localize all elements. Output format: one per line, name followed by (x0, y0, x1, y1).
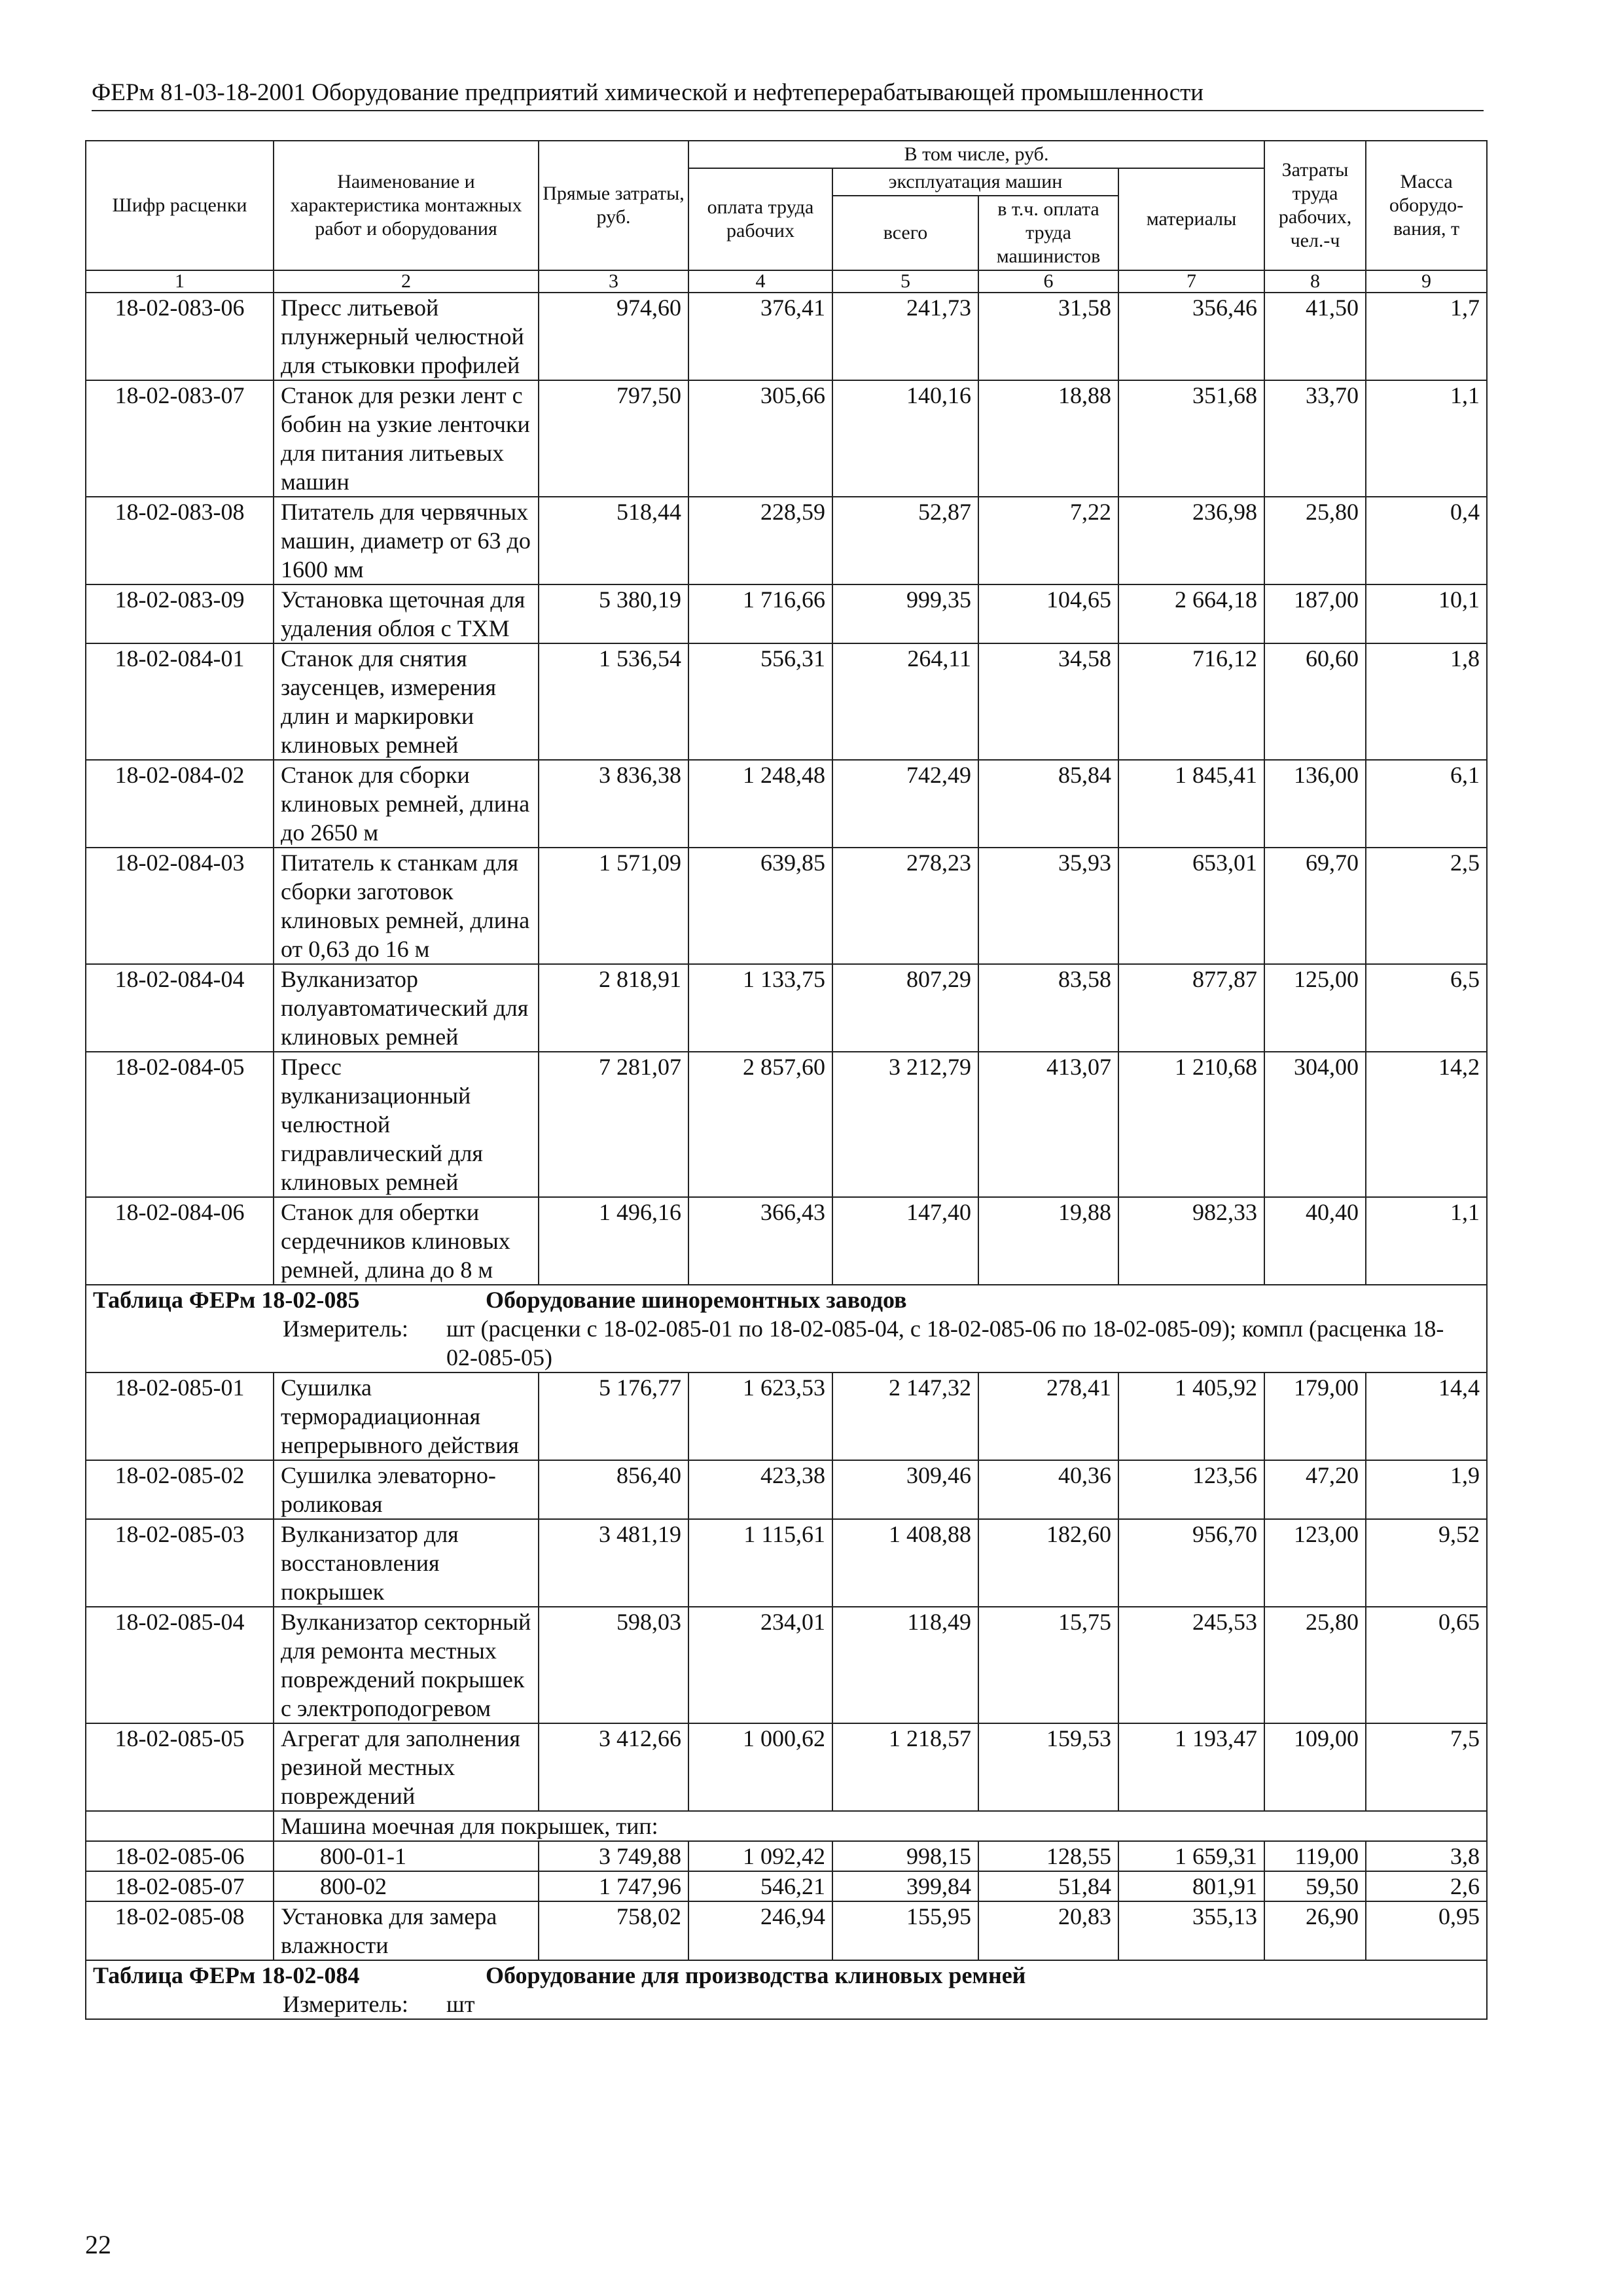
cell-mass: 3,8 (1366, 1841, 1487, 1871)
cell-code: 18-02-083-09 (86, 584, 274, 643)
cell-machines: 999,35 (832, 584, 978, 643)
header-mass: Масса оборудо-вания, т (1366, 141, 1487, 270)
cell-name: Сушилка элеваторно-роликовая (274, 1460, 539, 1519)
cell-name: Установка для замера влажности (274, 1901, 539, 1960)
cell-code: 18-02-083-08 (86, 497, 274, 584)
cell-hours: 40,40 (1264, 1197, 1366, 1285)
cell-mass: 14,4 (1366, 1372, 1487, 1460)
cell-machines: 998,15 (832, 1841, 978, 1871)
cell-machinists: 51,84 (978, 1871, 1118, 1901)
col-number: 9 (1366, 270, 1487, 293)
cell-code: 18-02-085-06 (86, 1841, 274, 1871)
cell-hours: 69,70 (1264, 848, 1366, 964)
cell-mass: 6,1 (1366, 760, 1487, 848)
table-row (86, 380, 1487, 497)
cell-machinists: 34,58 (978, 643, 1118, 760)
cell-mass: 7,5 (1366, 1723, 1487, 1811)
cell-labor: 1 133,75 (688, 964, 832, 1052)
section-085-title-row (86, 1285, 1487, 1314)
cell-hours: 179,00 (1264, 1372, 1366, 1460)
cell-direct: 5 380,19 (539, 584, 688, 643)
cell-labor: 1 248,48 (688, 760, 832, 848)
cell-materials: 1 210,68 (1118, 1052, 1264, 1197)
cell-machines: 155,95 (832, 1901, 978, 1960)
table-row (86, 1052, 1487, 1197)
cell-labor: 1 716,66 (688, 584, 832, 643)
cell-machines: 309,46 (832, 1460, 978, 1519)
cell-machines: 1 218,57 (832, 1723, 978, 1811)
cell-direct: 2 818,91 (539, 964, 688, 1052)
cell-machinists: 159,53 (978, 1723, 1118, 1811)
cell-labor: 305,66 (688, 380, 832, 497)
header-machines-total: всего (832, 196, 978, 270)
cell-mass: 2,5 (1366, 848, 1487, 964)
header-materials: материалы (1118, 168, 1264, 270)
column-numbers-row (86, 270, 1487, 293)
table-row (86, 964, 1487, 1052)
cell-direct: 3 836,38 (539, 760, 688, 848)
cell-direct: 7 281,07 (539, 1052, 688, 1197)
cell-mass: 1,8 (1366, 643, 1487, 760)
cell-machinists: 128,55 (978, 1841, 1118, 1871)
cell-direct: 5 176,77 (539, 1372, 688, 1460)
cell-hours: 304,00 (1264, 1052, 1366, 1197)
cell-name: Станок для обертки сердечников клиновых ремней, длина до 8 м (274, 1197, 539, 1285)
cell-name: Вулканизатор полуавтоматический для клиновых ремней (274, 964, 539, 1052)
cell-code: 18-02-084-01 (86, 643, 274, 760)
col-number: 1 (86, 270, 274, 293)
cell-mass: 1,9 (1366, 1460, 1487, 1519)
cell-machines: 3 212,79 (832, 1052, 978, 1197)
cell-direct: 758,02 (539, 1901, 688, 1960)
table-row (86, 584, 1487, 643)
cell-materials: 801,91 (1118, 1871, 1264, 1901)
cell-name: Вулканизатор для восстановления покрышек (274, 1519, 539, 1607)
cell-direct: 3 749,88 (539, 1841, 688, 1871)
cell-direct: 3 412,66 (539, 1723, 688, 1811)
cell-mass: 9,52 (1366, 1519, 1487, 1607)
cell-machinists: 35,93 (978, 848, 1118, 964)
cell-name: Установка щеточная для удаления облоя с ТХМ (274, 584, 539, 643)
cell-mass: 1,7 (1366, 293, 1487, 380)
section-084-measure-label: Измеритель: (283, 1991, 408, 2017)
section-085-measure: шт (расценки с 18-02-085-01 по 18-02-085-04, с 18-02-085-06 по 18-02-085-09); компл (расценка 18-02-085-05) (446, 1316, 1444, 1371)
cell-mass: 0,4 (1366, 497, 1487, 584)
subgroup-code-cell (86, 1811, 274, 1841)
cell-labor: 1 000,62 (688, 1723, 832, 1811)
cell-code: 18-02-085-04 (86, 1607, 274, 1723)
cell-hours: 109,00 (1264, 1723, 1366, 1811)
cell-direct: 1 747,96 (539, 1871, 688, 1901)
cell-name: Питатель для червячных машин, диаметр от 63 до 1600 мм (274, 497, 539, 584)
cell-materials: 716,12 (1118, 643, 1264, 760)
cell-direct: 856,40 (539, 1460, 688, 1519)
cell-name: Вулканизатор секторный для ремонта местных повреждений покрышек с электроподогревом (274, 1607, 539, 1723)
cell-mass: 14,2 (1366, 1052, 1487, 1197)
cell-machinists: 182,60 (978, 1519, 1118, 1607)
cell-machinists: 104,65 (978, 584, 1118, 643)
cell-materials: 1 193,47 (1118, 1723, 1264, 1811)
cell-hours: 47,20 (1264, 1460, 1366, 1519)
cell-code: 18-02-083-06 (86, 293, 274, 380)
section-085-label: Таблица ФЕРм 18-02-085 (93, 1287, 360, 1313)
cell-code: 18-02-084-03 (86, 848, 274, 964)
cell-labor: 234,01 (688, 1607, 832, 1723)
cell-code: 18-02-084-05 (86, 1052, 274, 1197)
cell-machinists: 278,41 (978, 1372, 1118, 1460)
cell-machines: 1 408,88 (832, 1519, 978, 1607)
table-row (86, 1871, 1487, 1901)
table-row (86, 1723, 1487, 1811)
cell-code: 18-02-085-05 (86, 1723, 274, 1811)
rates-table (85, 140, 1488, 2020)
table-row (86, 1607, 1487, 1723)
col-number: 6 (978, 270, 1118, 293)
cell-labor: 546,21 (688, 1871, 832, 1901)
cell-machinists: 15,75 (978, 1607, 1118, 1723)
cell-labor: 2 857,60 (688, 1052, 832, 1197)
cell-machinists: 19,88 (978, 1197, 1118, 1285)
cell-direct: 797,50 (539, 380, 688, 497)
cell-materials: 982,33 (1118, 1197, 1264, 1285)
cell-materials: 245,53 (1118, 1607, 1264, 1723)
cell-materials: 2 664,18 (1118, 584, 1264, 643)
cell-materials: 355,13 (1118, 1901, 1264, 1960)
cell-code: 18-02-085-02 (86, 1460, 274, 1519)
cell-name: Станок для резки лент с бобин на узкие ленточки для питания литьевых машин (274, 380, 539, 497)
cell-hours: 25,80 (1264, 1607, 1366, 1723)
cell-name (274, 1871, 539, 1901)
cell-hours: 25,80 (1264, 497, 1366, 584)
cell-machines: 2 147,32 (832, 1372, 978, 1460)
cell-machines: 399,84 (832, 1871, 978, 1901)
header-code: Шифр расценки (86, 141, 274, 270)
table-body (86, 270, 1487, 1960)
cell-machines: 278,23 (832, 848, 978, 964)
cell-direct: 518,44 (539, 497, 688, 584)
cell-machines: 52,87 (832, 497, 978, 584)
col-number: 7 (1118, 270, 1264, 293)
cell-machinists: 85,84 (978, 760, 1118, 848)
cell-machinists: 413,07 (978, 1052, 1118, 1197)
table-row (86, 1197, 1487, 1285)
cell-direct: 3 481,19 (539, 1519, 688, 1607)
cell-labor: 423,38 (688, 1460, 832, 1519)
cell-mass: 0,95 (1366, 1901, 1487, 1960)
cell-hours: 60,60 (1264, 643, 1366, 760)
cell-name: Станок для сборки клиновых ремней, длина до 2650 м (274, 760, 539, 848)
table-row (86, 293, 1487, 380)
cell-materials: 956,70 (1118, 1519, 1264, 1607)
cell-materials: 123,56 (1118, 1460, 1264, 1519)
cell-hours: 136,00 (1264, 760, 1366, 848)
cell-labor: 246,94 (688, 1901, 832, 1960)
cell-name: Пресс литьевой плунжерный челюстной для стыковки профилей (274, 293, 539, 380)
section-084-measure: шт (446, 1991, 475, 2017)
cell-name-text: 800-02 (320, 1873, 387, 1899)
cell-machinists: 18,88 (978, 380, 1118, 497)
col-number: 4 (688, 270, 832, 293)
cell-labor: 366,43 (688, 1197, 832, 1285)
cell-mass: 0,65 (1366, 1607, 1487, 1723)
cell-name (274, 1841, 539, 1871)
table-row (86, 848, 1487, 964)
cell-name: Пресс вулканизационный челюстной гидравлический для клиновых ремней (274, 1052, 539, 1197)
cell-labor: 639,85 (688, 848, 832, 964)
cell-direct: 598,03 (539, 1607, 688, 1723)
cell-machines: 807,29 (832, 964, 978, 1052)
cell-machinists: 20,83 (978, 1901, 1118, 1960)
table-row (86, 1372, 1487, 1460)
cell-hours: 123,00 (1264, 1519, 1366, 1607)
table-row (86, 1460, 1487, 1519)
cell-machines: 140,16 (832, 380, 978, 497)
cell-code: 18-02-083-07 (86, 380, 274, 497)
section-084-name: Оборудование для производства клиновых ремней (486, 1962, 1026, 1988)
cell-machinists: 40,36 (978, 1460, 1118, 1519)
cell-labor: 1 115,61 (688, 1519, 832, 1607)
cell-hours: 33,70 (1264, 380, 1366, 497)
cell-code: 18-02-084-04 (86, 964, 274, 1052)
header-direct: Прямые затраты, руб. (539, 141, 688, 270)
cell-labor: 1 092,42 (688, 1841, 832, 1871)
cell-code: 18-02-084-02 (86, 760, 274, 848)
cell-mass: 1,1 (1366, 380, 1487, 497)
cell-materials: 1 659,31 (1118, 1841, 1264, 1871)
header-hours: Затраты труда рабочих, чел.-ч (1264, 141, 1366, 270)
cell-mass: 1,1 (1366, 1197, 1487, 1285)
subgroup-label: Машина моечная для покрышек, тип: (274, 1811, 1487, 1841)
cell-direct: 1 536,54 (539, 643, 688, 760)
table-row (86, 1901, 1487, 1960)
cell-name-text: 800-01-1 (320, 1843, 406, 1869)
col-number: 2 (274, 270, 539, 293)
cell-labor: 228,59 (688, 497, 832, 584)
section-085-measure-label: Измеритель: (283, 1316, 408, 1342)
header-machines-labor: в т.ч. оплата труда машинистов (978, 196, 1118, 270)
header-machines: эксплуатация машин (832, 168, 1118, 196)
cell-code: 18-02-085-08 (86, 1901, 274, 1960)
cell-hours: 119,00 (1264, 1841, 1366, 1871)
header-including: В том числе, руб. (688, 141, 1264, 168)
section-084-title-row (86, 1960, 1487, 1990)
table-row (86, 760, 1487, 848)
cell-hours: 125,00 (1264, 964, 1366, 1052)
cell-materials: 877,87 (1118, 964, 1264, 1052)
cell-materials: 356,46 (1118, 293, 1264, 380)
cell-labor: 376,41 (688, 293, 832, 380)
cell-code: 18-02-085-03 (86, 1519, 274, 1607)
cell-hours: 26,90 (1264, 1901, 1366, 1960)
section-084-label: Таблица ФЕРм 18-02-084 (93, 1962, 360, 1988)
cell-hours: 41,50 (1264, 293, 1366, 380)
cell-direct: 974,60 (539, 293, 688, 380)
col-number: 5 (832, 270, 978, 293)
col-number: 3 (539, 270, 688, 293)
cell-mass: 6,5 (1366, 964, 1487, 1052)
table-row (86, 1519, 1487, 1607)
cell-machinists: 7,22 (978, 497, 1118, 584)
col-number: 8 (1264, 270, 1366, 293)
cell-code: 18-02-085-01 (86, 1372, 274, 1460)
cell-name: Питатель к станкам для сборки заготовок клиновых ремней, длина от 0,63 до 16 м (274, 848, 539, 964)
cell-machines: 147,40 (832, 1197, 978, 1285)
table-row (86, 497, 1487, 584)
cell-materials: 1 405,92 (1118, 1372, 1264, 1460)
cell-machines: 264,11 (832, 643, 978, 760)
cell-hours: 59,50 (1264, 1871, 1366, 1901)
header-name: Наименование и характеристика монтажных работ и оборудования (274, 141, 539, 270)
cell-machines: 241,73 (832, 293, 978, 380)
cell-name: Сушилка терморадиационная непрерывного действия (274, 1372, 539, 1460)
cell-materials: 351,68 (1118, 380, 1264, 497)
cell-materials: 1 845,41 (1118, 760, 1264, 848)
section-085-measure-row (86, 1314, 1487, 1372)
cell-machines: 118,49 (832, 1607, 978, 1723)
cell-direct: 1 571,09 (539, 848, 688, 964)
table-row (86, 643, 1487, 760)
cell-hours: 187,00 (1264, 584, 1366, 643)
cell-name: Агрегат для заполнения резиной местных повреждений (274, 1723, 539, 1811)
page-number: 22 (85, 2230, 111, 2259)
cell-direct: 1 496,16 (539, 1197, 688, 1285)
cell-labor: 1 623,53 (688, 1372, 832, 1460)
cell-machines: 742,49 (832, 760, 978, 848)
cell-code: 18-02-085-07 (86, 1871, 274, 1901)
subgroup-row (86, 1811, 1487, 1841)
table-row (86, 1841, 1487, 1871)
header-labor: оплата труда рабочих (688, 168, 832, 270)
cell-labor: 556,31 (688, 643, 832, 760)
cell-name: Станок для снятия заусенцев, измерения длин и маркировки клиновых ремней (274, 643, 539, 760)
cell-machinists: 83,58 (978, 964, 1118, 1052)
cell-materials: 236,98 (1118, 497, 1264, 584)
cell-mass: 2,6 (1366, 1871, 1487, 1901)
section-085-name: Оборудование шиноремонтных заводов (486, 1287, 907, 1313)
cell-code: 18-02-084-06 (86, 1197, 274, 1285)
page-header: ФЕРм 81-03-18-2001 Оборудование предприятий химической и нефтеперерабатывающей промышленности (92, 77, 1484, 111)
cell-machinists: 31,58 (978, 293, 1118, 380)
cell-mass: 10,1 (1366, 584, 1487, 643)
cell-materials: 653,01 (1118, 848, 1264, 964)
section-084-measure-row (86, 1990, 1487, 2019)
